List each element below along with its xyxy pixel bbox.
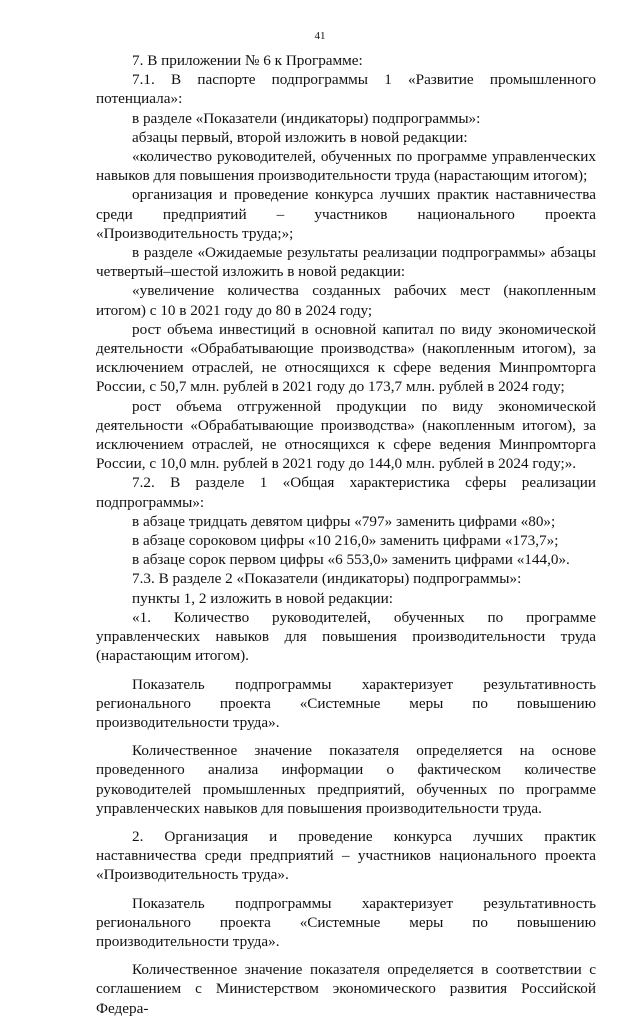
paragraph: 7.1. В паспорте подпрограммы 1 «Развитие промышленного потенциала»: bbox=[96, 71, 596, 108]
paragraph: «1. Количество руководителей, обученных по программе управленческих навыков для повышения производительности труда (нарастающим итогом). bbox=[96, 608, 596, 665]
paragraph: в абзаце сороковом цифры «10 216,0» заменить цифрами «173,7»; bbox=[132, 532, 559, 550]
paragraph: организация и проведение конкурса лучших практик наставничества среди предприятий – участников национального проекта «Производительность труда;»; bbox=[96, 186, 596, 242]
paragraph: в абзаце сорок первом цифры «6 553,0» заменить цифрами «144,0». bbox=[132, 551, 570, 569]
document-body bbox=[96, 51, 596, 1018]
paragraph: рост объема отгруженной продукции по виду экономической деятельности «Обрабатывающие производства» (накопленным итогом), за исключением отраслей, не относящихся к сфере ведения Минпромторга России, с 10,0 млн. рублей в 2021 году до 144,0 млн. рублей в 2024 году;». bbox=[96, 397, 596, 473]
paragraph: Показатель подпрограммы характеризует результативность регионального проекта «Системные меры по повышению производительности труда». bbox=[96, 894, 596, 950]
paragraph: пункты 1, 2 изложить в новой редакции: bbox=[132, 589, 394, 607]
paragraph: Количественное значение показателя определяется в соответствии с соглашением с Министерством экономического развития Российской Федера- bbox=[96, 961, 596, 1017]
paragraph: 7.3. В разделе 2 «Показатели (индикаторы) подпрограммы»: bbox=[132, 570, 522, 588]
paragraph: 7.2. В разделе 1 «Общая характеристика сферы реализации подпрограммы»: bbox=[96, 474, 596, 511]
paragraph: в абзаце тридцать девятом цифры «797» заменить цифрами «80»; bbox=[132, 512, 556, 530]
paragraph: абзацы первый, второй изложить в новой редакции: bbox=[132, 128, 468, 146]
paragraph: рост объема инвестиций в основной капитал по виду экономической деятельности «Обрабатывающие производства» (накопленным итогом), за исключением отраслей, не относящихся к сфере ведения Минпромторга России, с 50,7 млн. рублей в 2021 году до 173,7 млн. рублей в 2024 году; bbox=[96, 320, 596, 396]
paragraph: «увеличение количества созданных рабочих мест (накопленным итогом) с 10 в 2021 году до 80 в 2024 году; bbox=[96, 282, 596, 319]
paragraph: «количество руководителей, обученных по программе управленческих навыков для повышения производительности труда (нарастающим итогом); bbox=[96, 148, 596, 185]
paragraph: в разделе «Ожидаемые результаты реализации подпрограммы» абзацы четвертый–шестой изложить в новой редакции: bbox=[96, 244, 596, 281]
paragraph: Показатель подпрограммы характеризует результативность регионального проекта «Системные меры по повышению производительности труда». bbox=[96, 675, 596, 731]
paragraph: 7. В приложении № 6 к Программе: bbox=[132, 52, 363, 69]
paragraph: Количественное значение показателя определяется на основе проведенного анализа информации о фактическом количестве руководителей промышленных предприятий, обученных по программе управленческих навыков для повышения производительности труда. bbox=[96, 742, 596, 817]
paragraph: 2. Организация и проведение конкурса лучших практик наставничества среди предприятий – участников национального проекта «Производительность труда». bbox=[96, 827, 596, 884]
page-number: 41 bbox=[314, 30, 326, 42]
paragraph: в разделе «Показатели (индикаторы) подпрограммы»: bbox=[132, 109, 481, 127]
